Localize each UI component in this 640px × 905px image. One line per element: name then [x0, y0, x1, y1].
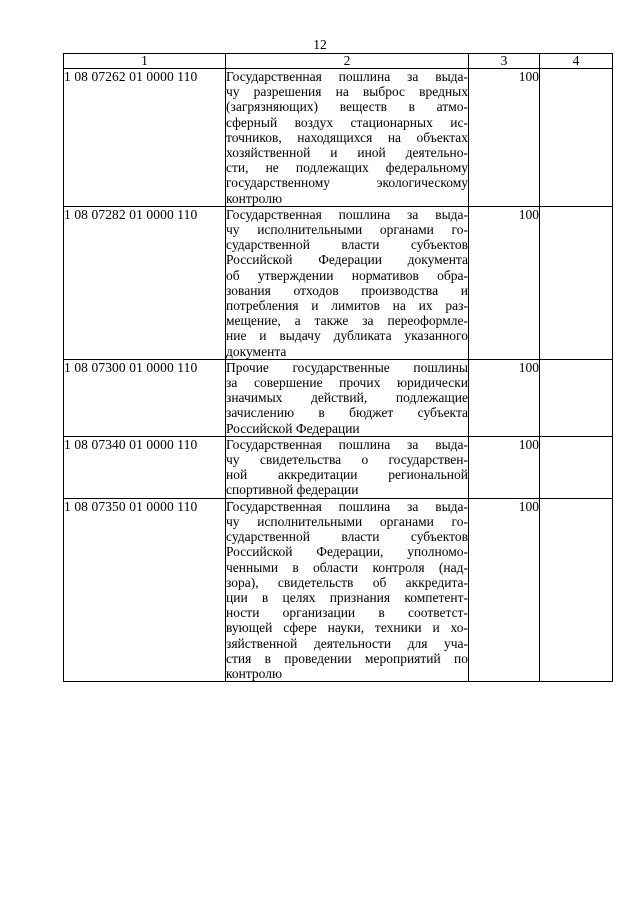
revenue-name-cell — [226, 498, 469, 681]
table-row — [64, 436, 613, 498]
revenue-name-line: стия в проведении мероприятий по — [226, 650, 468, 666]
percent-cell: 100 — [469, 206, 540, 359]
revenue-name-line: вующей сфере науки, техники и хо- — [226, 620, 468, 636]
revenue-name-line: ние и выдачу дубликата указанного — [226, 328, 468, 344]
revenue-name-line: мещение, а также за переоформле- — [226, 313, 468, 329]
table-row — [64, 498, 613, 681]
revenue-name-line: зора), свидетельств об аккредита- — [226, 574, 468, 590]
revenue-name-line: (загрязняющих) веществ в атмо- — [226, 99, 468, 115]
revenue-name-line: Государственная пошлина за выда- — [226, 498, 468, 514]
revenue-name-line: государственному экологическому — [226, 175, 468, 191]
table-header-row — [64, 54, 613, 69]
revenue-name-line: сти, не подлежащих федеральному — [226, 160, 468, 176]
col4-cell — [540, 206, 613, 359]
revenue-code-cell: 1 08 07282 01 0000 110 — [64, 206, 226, 359]
revenue-name-cell — [226, 359, 469, 436]
revenue-name-line: зяйственной деятельности для уча- — [226, 635, 468, 651]
revenue-name-line: зования отходов производства и — [226, 282, 468, 298]
revenue-name-cell — [226, 436, 469, 498]
revenue-name-line: чу исполнительными органами го- — [226, 513, 468, 529]
percent-cell: 100 — [469, 359, 540, 436]
col4-cell — [540, 498, 613, 681]
revenue-name-line: за совершение прочих юридически — [226, 375, 468, 391]
revenue-name-line: чу исполнительными органами го- — [226, 222, 468, 238]
header-col-4: 4 — [540, 54, 613, 69]
revenue-name-line: точников, находящихся на объектах — [226, 129, 468, 145]
revenue-name-line: Прочие государственные пошлины — [226, 359, 468, 375]
percent-cell: 100 — [469, 436, 540, 498]
header-col-3: 3 — [469, 54, 540, 69]
col4-cell — [540, 69, 613, 207]
revenue-name-line: контролю — [226, 190, 283, 206]
header-col-2: 2 — [226, 54, 469, 69]
revenue-name-line: сферный воздух стационарных ис- — [226, 114, 468, 130]
revenue-name-line: спортивной федерации — [226, 482, 359, 498]
table-row — [64, 69, 613, 207]
revenue-name-line: чу разрешения на выброс вредных — [226, 84, 468, 100]
revenue-name-line: Государственная пошлина за выда- — [226, 206, 468, 222]
table-row — [64, 206, 613, 359]
revenue-code-cell: 1 08 07350 01 0000 110 — [64, 498, 226, 681]
col4-cell — [540, 359, 613, 436]
table-row — [64, 359, 613, 436]
revenue-name-line: Российской Федерации — [226, 420, 360, 436]
revenue-name-line: ции в целях признания компетент- — [226, 589, 468, 605]
revenue-name-line: Государственная пошлина за выда- — [226, 436, 468, 452]
revenue-code-cell: 1 08 07300 01 0000 110 — [64, 359, 226, 436]
revenue-name-line: Российской Федерации документа — [226, 252, 468, 268]
col4-cell — [540, 436, 613, 498]
revenue-codes-table — [63, 53, 613, 682]
revenue-name-line: ченными в области контроля (над- — [226, 559, 468, 575]
page-number: 12 — [313, 37, 327, 52]
revenue-name-line: сударственной власти субъектов — [226, 237, 468, 253]
percent-cell: 100 — [469, 69, 540, 207]
revenue-name-line: сударственной власти субъектов — [226, 529, 468, 545]
revenue-name-line: ной аккредитации региональной — [226, 467, 468, 483]
revenue-name-line: об утверждении нормативов обра- — [226, 267, 468, 283]
revenue-name-line: зачислению в бюджет субъекта — [226, 405, 468, 421]
revenue-name-line: Государственная пошлина за выда- — [226, 69, 468, 84]
revenue-name-line: Российской Федерации, уполномо- — [226, 544, 468, 560]
percent-cell: 100 — [469, 498, 540, 681]
revenue-name-line: значимых действий, подлежащие — [226, 390, 468, 406]
revenue-name-line: хозяйственной и иной деятельно- — [226, 145, 468, 161]
revenue-name-cell — [226, 206, 469, 359]
revenue-name-line: контролю — [226, 665, 283, 681]
revenue-code-cell: 1 08 07340 01 0000 110 — [64, 436, 226, 498]
header-col-1: 1 — [64, 54, 226, 69]
revenue-name-cell — [226, 69, 469, 207]
revenue-name-line: ности организации в соответст- — [226, 605, 468, 621]
revenue-code-cell: 1 08 07262 01 0000 110 — [64, 69, 226, 207]
revenue-name-line: чу свидетельства о государствен- — [226, 452, 468, 468]
revenue-name-line: потребления и лимитов на их раз- — [226, 298, 468, 314]
revenue-name-line: документа — [226, 343, 287, 359]
